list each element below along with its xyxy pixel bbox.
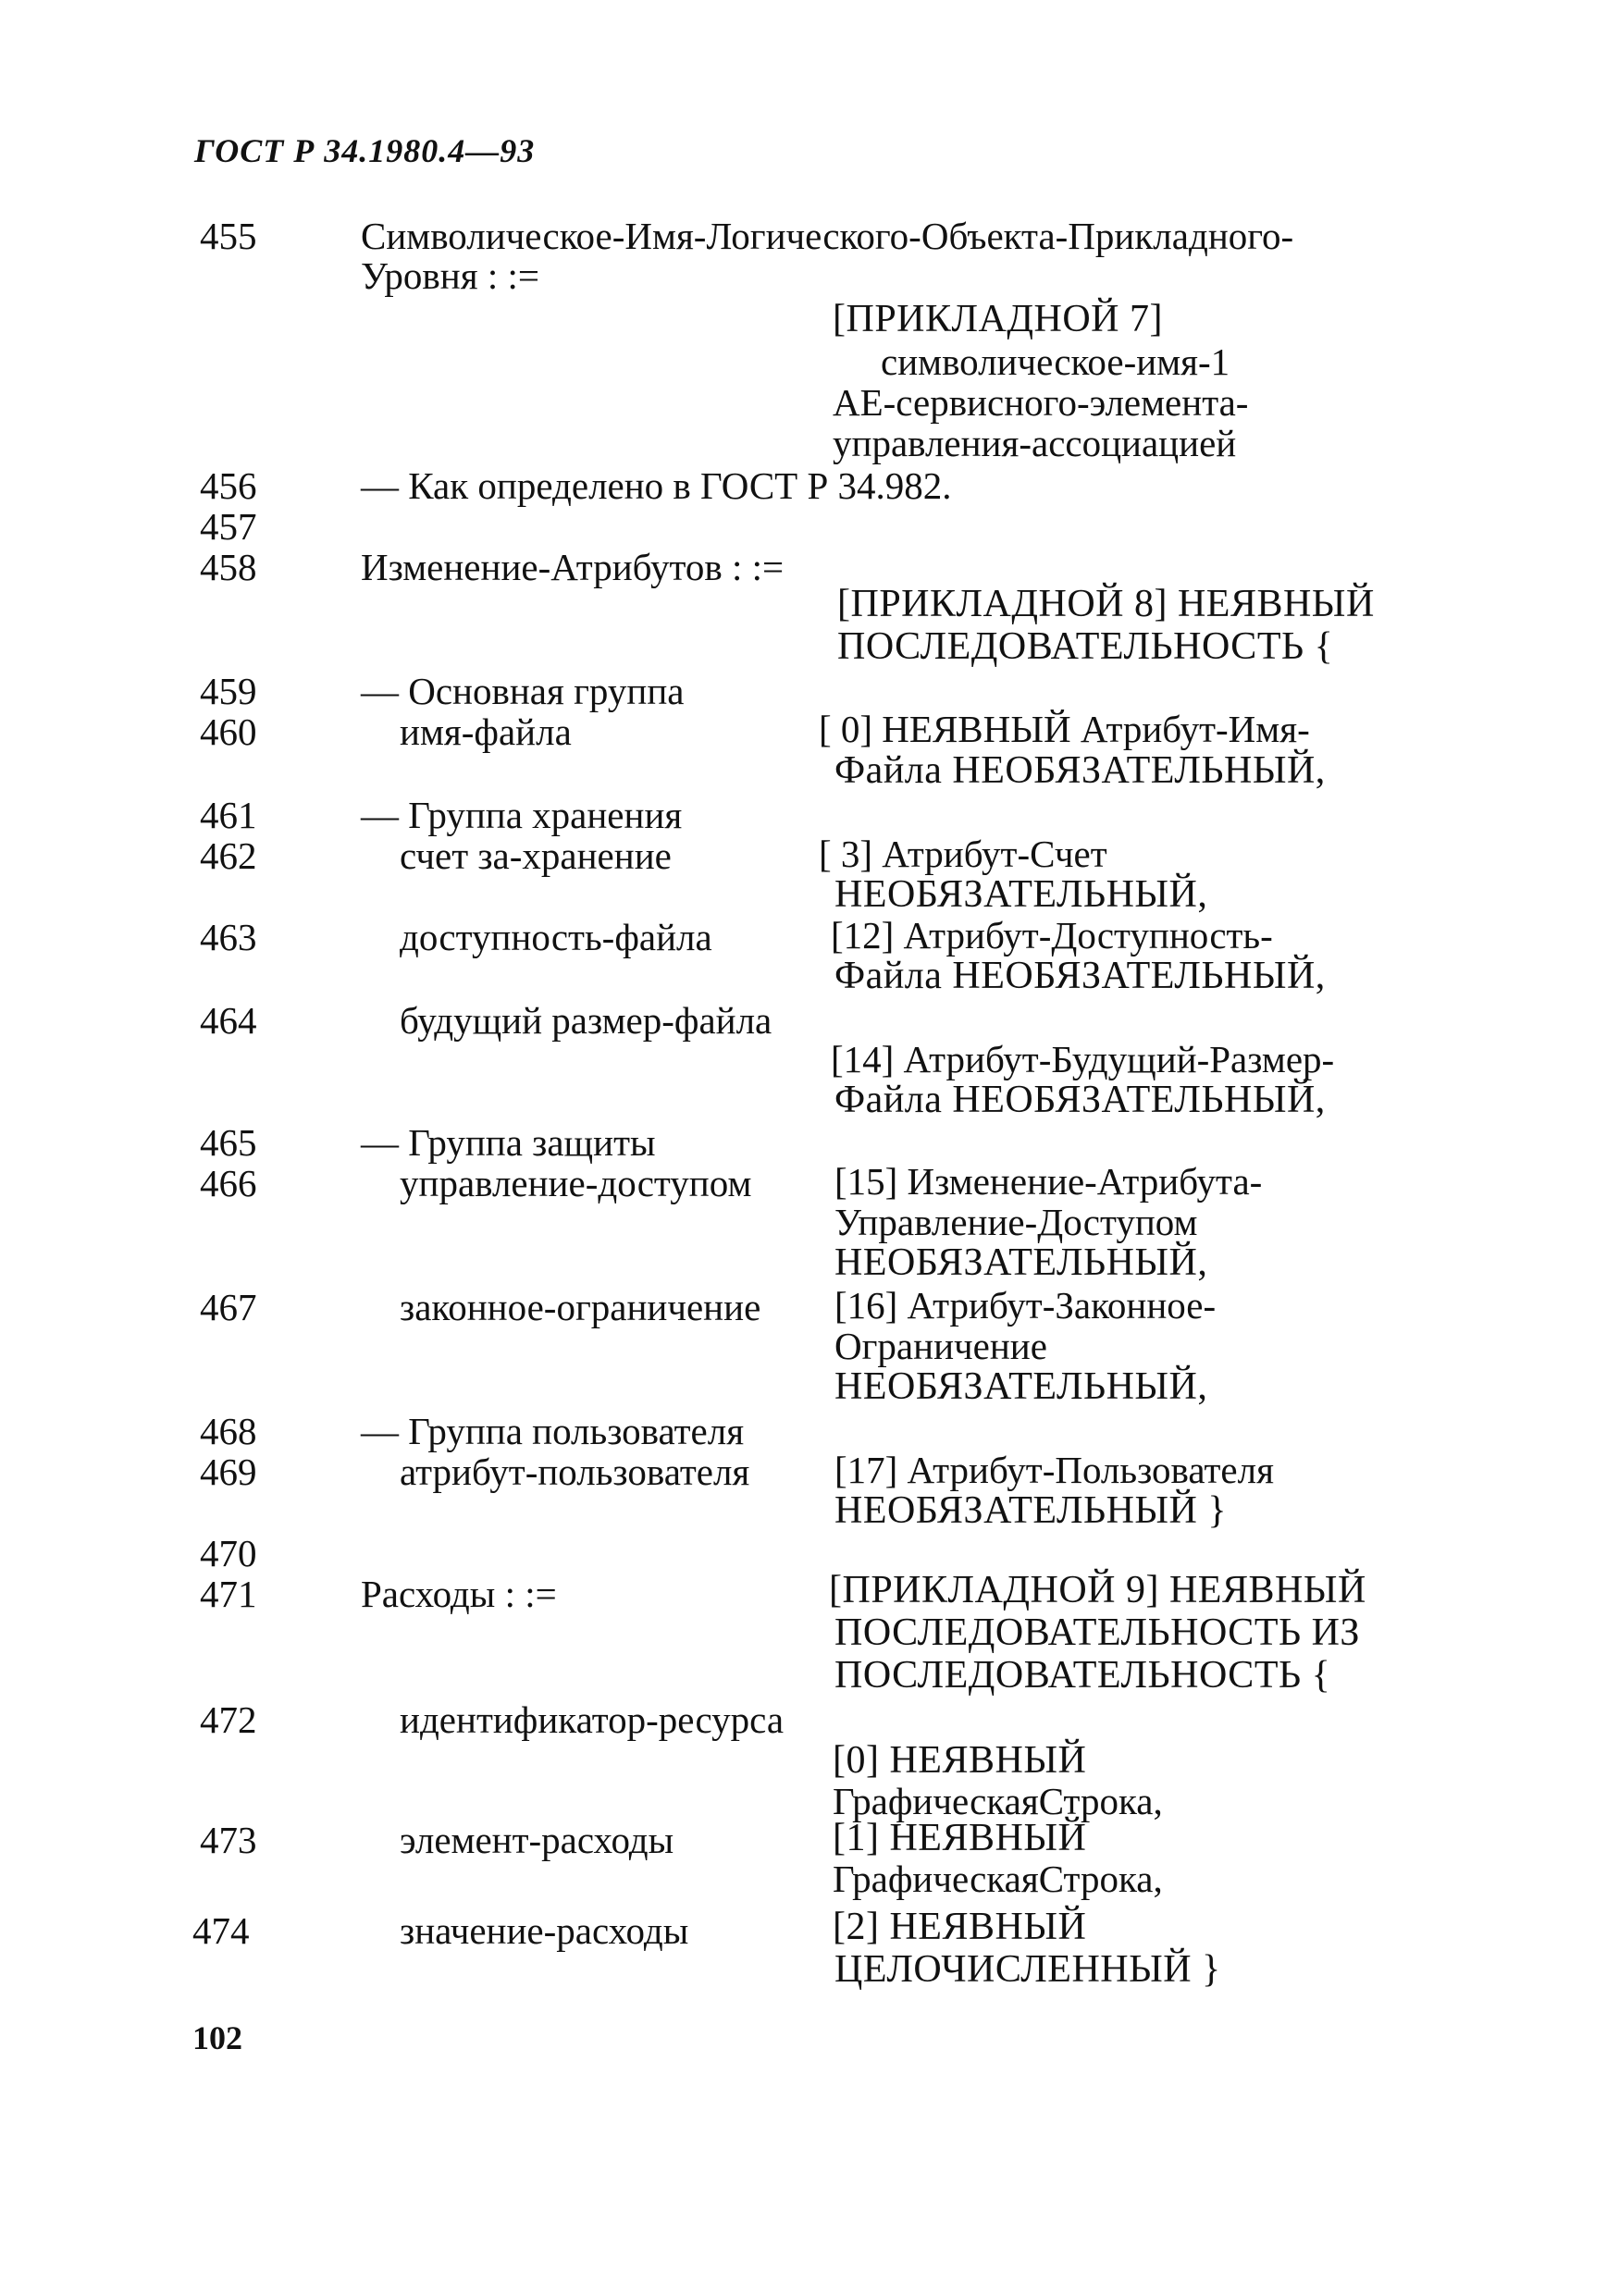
asn1-field-type: [14] Атрибут-Будущий-Размер- xyxy=(831,1038,1335,1080)
asn1-field-type: [12] Атрибут-Доступность- xyxy=(831,914,1273,957)
line-number: 458 xyxy=(200,546,257,588)
asn1-field-name: доступность-файла xyxy=(400,916,712,958)
line-number: 465 xyxy=(200,1121,257,1164)
asn1-field-type: [16] Атрибут-Законное- xyxy=(834,1284,1217,1327)
asn1-field-type: Файла НЕОБЯЗАТЕЛЬНЫЙ, xyxy=(834,1079,1326,1121)
asn1-field-type: [15] Изменение-Атрибута- xyxy=(834,1160,1263,1203)
asn1-text: ПОСЛЕДОВАТЕЛЬНОСТЬ { xyxy=(837,625,1334,668)
asn1-field-type: Файла НЕОБЯЗАТЕЛЬНЫЙ, xyxy=(834,749,1326,792)
line-number: 470 xyxy=(200,1532,257,1574)
asn1-field-name: имя-файла xyxy=(400,710,572,753)
asn1-text: Расходы : := xyxy=(361,1573,557,1615)
asn1-text: управления-ассоциацией xyxy=(833,422,1237,464)
asn1-text: [ПРИКЛАДНОЙ 9] НЕЯВНЫЙ xyxy=(829,1569,1366,1611)
line-number: 466 xyxy=(200,1162,257,1204)
line-number: 459 xyxy=(200,670,257,712)
asn1-field-type: [2] НЕЯВНЫЙ xyxy=(833,1906,1087,1948)
asn1-text: АЕ-сервисного-элемента- xyxy=(833,381,1249,424)
line-number: 469 xyxy=(200,1450,257,1493)
line-number: 474 xyxy=(192,1909,250,1952)
line-number: 472 xyxy=(200,1698,257,1741)
asn1-comment: — Как определено в ГОСТ Р 34.982. xyxy=(361,464,952,507)
asn1-field-type: Файла НЕОБЯЗАТЕЛЬНЫЙ, xyxy=(834,955,1326,997)
asn1-text: Изменение-Атрибутов : := xyxy=(361,546,785,588)
asn1-text: Символическое-Имя-Логического-Объекта-Прикладного- xyxy=(361,215,1294,257)
asn1-field-type: [0] НЕЯВНЫЙ xyxy=(833,1739,1087,1782)
asn1-text: ПОСЛЕДОВАТЕЛЬНОСТЬ { xyxy=(834,1654,1331,1697)
asn1-field-type: [17] Атрибут-Пользователя xyxy=(834,1449,1274,1491)
asn1-field-type: ГрафическаяСтрока, xyxy=(833,1780,1163,1822)
document-header: ГОСТ Р 34.1980.4—93 xyxy=(194,132,536,169)
asn1-field-type: НЕОБЯЗАТЕЛЬНЫЙ, xyxy=(834,1241,1208,1284)
line-number: 463 xyxy=(200,916,257,958)
line-number: 461 xyxy=(200,794,257,836)
asn1-field-type: Управление-Доступом xyxy=(834,1201,1198,1243)
asn1-field-name: законное-ограничение xyxy=(400,1286,761,1328)
asn1-text: [ПРИКЛАДНОЙ 7] xyxy=(833,298,1163,340)
line-number: 455 xyxy=(200,215,257,257)
asn1-field-name: будущий размер-файла xyxy=(400,999,772,1042)
asn1-field-name: управление-доступом xyxy=(400,1162,752,1204)
asn1-comment: — Основная группа xyxy=(361,670,685,712)
line-number: 464 xyxy=(200,999,257,1042)
asn1-field-name: элемент-расходы xyxy=(400,1819,674,1861)
asn1-field-type: ГрафическаяСтрока, xyxy=(833,1858,1163,1900)
line-number: 460 xyxy=(200,710,257,753)
line-number: 467 xyxy=(200,1286,257,1328)
asn1-comment: — Группа защиты xyxy=(361,1121,656,1164)
asn1-field-name: счет за-хранение xyxy=(400,834,672,877)
asn1-comment: — Группа хранения xyxy=(361,794,683,836)
asn1-field-name: атрибут-пользователя xyxy=(400,1450,750,1493)
line-number: 471 xyxy=(200,1573,257,1615)
asn1-text: ПОСЛЕДОВАТЕЛЬНОСТЬ ИЗ xyxy=(834,1611,1360,1654)
asn1-text: символическое-имя-1 xyxy=(881,340,1230,383)
line-number: 468 xyxy=(200,1410,257,1452)
asn1-field-type: НЕОБЯЗАТЕЛЬНЫЙ, xyxy=(834,873,1208,916)
asn1-comment: — Группа пользователя xyxy=(361,1410,745,1452)
asn1-field-name: идентификатор-ресурса xyxy=(400,1698,785,1741)
asn1-text: [ПРИКЛАДНОЙ 8] НЕЯВНЫЙ xyxy=(837,583,1375,625)
asn1-field-type: Ограничение xyxy=(834,1325,1047,1367)
asn1-text: Уровня : := xyxy=(361,254,539,297)
asn1-field-type: [ 3] Атрибут-Счет xyxy=(819,833,1107,875)
asn1-field-type: ЦЕЛОЧИСЛЕННЫЙ } xyxy=(834,1948,1221,1991)
asn1-field-type: [1] НЕЯВНЫЙ xyxy=(833,1817,1087,1859)
asn1-field-name: значение-расходы xyxy=(400,1909,689,1952)
line-number: 457 xyxy=(200,505,257,548)
page-number: 102 xyxy=(192,2019,242,2056)
asn1-field-type: [ 0] НЕЯВНЫЙ Атрибут-Имя- xyxy=(819,708,1310,750)
asn1-field-type: НЕОБЯЗАТЕЛЬНЫЙ } xyxy=(834,1489,1228,1532)
line-number: 456 xyxy=(200,464,257,507)
asn1-field-type: НЕОБЯЗАТЕЛЬНЫЙ, xyxy=(834,1365,1208,1408)
line-number: 473 xyxy=(200,1819,257,1861)
line-number: 462 xyxy=(200,834,257,877)
